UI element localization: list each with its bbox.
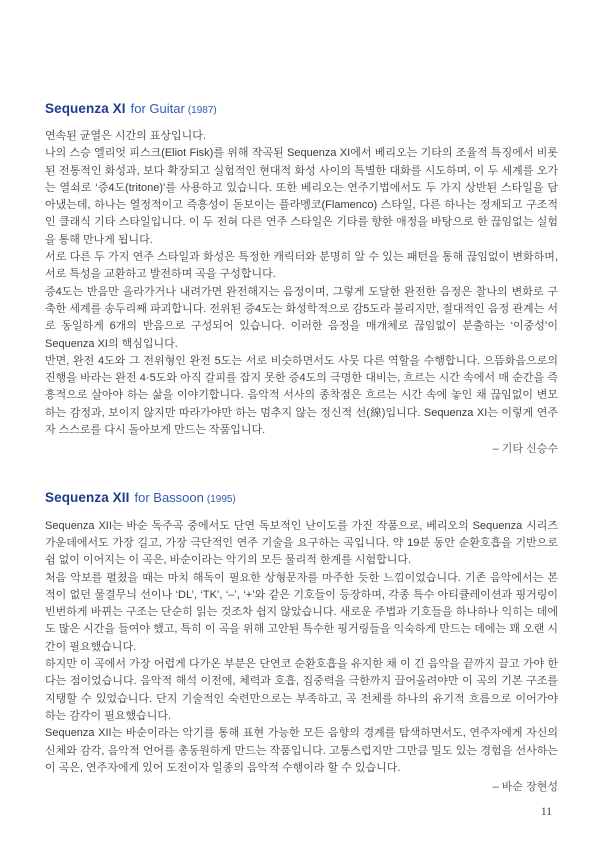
body-paragraph: 연속된 균열은 시간의 표상입니다. — [45, 130, 206, 142]
section-title-instrument: for Guitar — [130, 101, 185, 116]
body-paragraph: 나의 스승 엘리엇 피스크(Eliot Fisk)를 위해 작곡된 Sequenza XI에서 베리오는 기타의 조율적 특징에서 비롯된 전통적인 화성과, 보다 확장되고 실험적인 현대적 화성 사이의 특별한 대화를 시도하며, 이 두 세계를 오가는 열쇠로 ‘증4도(tritone)’를 사용하고 있습니다. 또한 베리오는 연주기법에서도 두 가지 상반된 스타일을 담아냈는데, 하나는 열정적이고 즉흥성이 돋보이는 플라멩코(Flamenco) 스타일, 다른 하나는 정제되고 구조적인 클래식 기타 스타일입니다. 이 두 전혀 다른 연주 스타일은 기타를 향한 애정을 바탕으로 한 끊임없는 실험을 통해 만나게 됩니다. — [45, 147, 558, 246]
section-sequenza-xii — [45, 486, 558, 797]
body-paragraph: 증4도는 반음만 올라가거나 내려가면 완전해지는 음정이며, 그렇게 도달한 완전한 음정은 찰나의 변화로 구축한 세계를 송두리째 파괴합니다. 전위된 증4도는 화성학적으로 감5도라 불리지만, 절대적인 음정 관계는 서로 동일하게 6개의 반음으로 구성되어 있습니다. 이러한 음정을 매개체로 끊임없이 분출하는 ‘이중성’이 Sequenza XI의 핵심입니다. — [45, 285, 558, 350]
section-title-year: (1987) — [187, 105, 217, 116]
section-title-work: Sequenza XI — [45, 101, 126, 116]
body-paragraph: 서로 다른 두 가지 연주 스타일과 화성은 특정한 캐릭터와 분명히 알 수 있는 패턴을 통해 끊임없이 변화하며, 서로 특성을 교환하고 발전하며 곡을 구성합니다. — [45, 251, 558, 281]
body-paragraph: Sequenza XII는 바순 독주곡 중에서도 단연 독보적인 난이도를 가진 작품으로, 베리오의 Sequenza 시리즈 가운데에서도 가장 길고, 가장 극단적인 연주 기술을 요구하는 곡입니다. 약 19분 동안 순환호흡을 기반으로 쉼 없이 이어지는 이 곡은, 바순이라는 악기의 모든 물리적 한계를 시험합니다. — [45, 519, 558, 567]
page-number: 11 — [540, 806, 552, 818]
section-title — [45, 97, 558, 119]
section-sequenza-xi — [45, 97, 558, 459]
section-title-instrument: for Bassoon — [134, 489, 204, 505]
body-paragraph: 처음 악보를 펼쳤을 때는 마치 해독이 필요한 상형문자를 마주한 듯한 느낌이었습니다. 기존 음악에서는 본 적이 없던 물결무늬 선이나 ‘DL’, ‘TK’, ‘–’, ‘+’와 같은 기호들이 등장하며, 각종 특수 아티큘레이션과 핑거링이 빈번하게 바뀌는 구조는 단순히 읽는 것조차 쉽지 않았습니다. 새로운 주법과 기호들을 하나하나 익히는 데에도 많은 시간을 들여야 했고, 특히 이 곡을 위해 고안된 특수한 핑거링들을 익숙하게 만드는 데에는 꽤 오랜 시간이 필요했습니다. — [45, 571, 558, 653]
body-paragraph: 반면, 완전 4도와 그 전위형인 완전 5도는 서로 비슷하면서도 사뭇 다른 역할을 수행합니다. 으뜸화음으로의 진행을 바라는 완전 4·5도와 아직 갈피를 잡지 못한 증4도의 극명한 대비는, 흐르는 시간 속에서 매 순간을 즉흥적으로 살아야 하는 삶을 이야기합니다. 음악적 서사의 종착점은 흐르는 시간 속에 놓인 채 끊임없이 변모하는 감정과, 보이지 않지만 따라가야만 하는 멈추지 않는 정신적 선(線)입니다. Sequenza XI는 이렇게 연주자 스스로를 다시 돌아보게 만드는 작품입니다. — [45, 354, 558, 437]
section-title — [45, 486, 558, 508]
section-title-year: (1995) — [206, 493, 236, 505]
section-title-work: Sequenza XII — [45, 489, 130, 505]
text-block — [45, 0, 558, 796]
section-body — [45, 128, 558, 439]
attribution-bassoonist: – 바순 장현성 — [492, 781, 558, 794]
attribution-guitarist: – 기타 신승수 — [492, 443, 558, 456]
body-paragraph: 하지만 이 곡에서 가장 어렵게 다가온 부분은 단연코 순환호흡을 유지한 채 이 긴 음악을 끝까지 끌고 가야 한다는 점이었습니다. 음악적 해석 이전에, 체력과 호흡, 집중력을 극한까지 끌어올려야만 이 곡의 기본 구조를 지탱할 수 있었습니다. 단지 기술적인 숙련만으로는 부족하고, 곡 전체를 하나의 유기적 흐름으로 이어가야 하는 감각이 필요했습니다. — [45, 658, 558, 722]
body-paragraph: Sequenza XII는 바순이라는 악기를 통해 표현 가능한 모든 음향의 경계를 탐색하면서도, 연주자에게 자신의 신체와 감각, 음악적 언어를 총동원하게 만드는 작품입니다. 고통스럽지만 그만큼 밀도 있는 경험을 선사하는 이 곡은, 연주자에게 있어 도전이자 일종의 음악적 수행이라 할 수 있습니다. — [45, 727, 558, 774]
section-body — [45, 518, 558, 777]
